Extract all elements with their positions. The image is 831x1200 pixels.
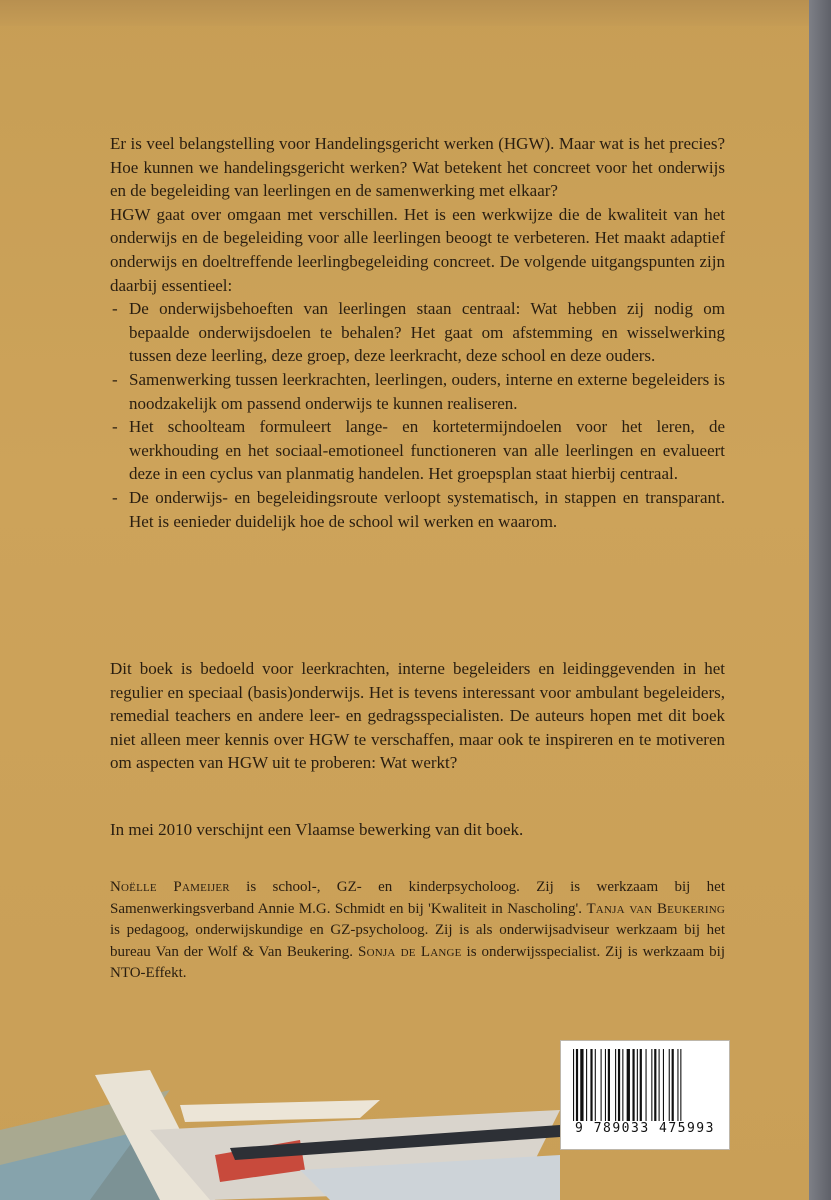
intro-paragraph-2: HGW gaat over omgaan met verschillen. Het is een werkwijze die de kwaliteit van het onderwijs en de begeleiding voor alle leerlingen beoogt te verbeteren. Het maakt adaptief onderwijs en doeltreffende leerlingbegeleiding concreet. De volgende uitgangspunten zijn daarbij essentieel: — [110, 204, 725, 295]
author-name: Tanja van Beukering — [586, 900, 725, 917]
barcode-bar — [590, 1049, 592, 1121]
barcode-bar — [576, 1049, 578, 1121]
author-name: Noëlle Pameijer — [110, 879, 230, 895]
barcode-bar — [627, 1049, 630, 1121]
barcode-bar — [646, 1049, 647, 1121]
barcode-bar — [601, 1049, 602, 1121]
barcode-bars — [571, 1049, 721, 1121]
author-bio: is onderwijsspecialist. Zij is werkzaam bij NTO-Effekt. — [110, 943, 726, 981]
author-bios — [110, 877, 725, 985]
barcode-bar — [663, 1049, 664, 1121]
flemish-edition-note: In mei 2010 verschijnt een Vlaamse bewerking van dit boek. — [110, 820, 524, 839]
barcode-bar — [677, 1049, 678, 1121]
principles-list — [110, 297, 725, 533]
barcode-bar — [672, 1049, 674, 1121]
barcode-bar — [651, 1049, 652, 1121]
barcode-bar — [586, 1049, 587, 1121]
barcode-bar — [632, 1049, 634, 1121]
barcode-bar — [659, 1049, 660, 1121]
principle-item: - De onderwijs- en begeleidingsroute verloopt systematisch, in stappen en transparant. Het is eenieder duidelijk hoe de school wil werken en waarom. — [110, 486, 725, 533]
abstract-cover-artwork — [0, 1070, 560, 1200]
barcode-bar — [618, 1049, 620, 1121]
barcode-bar — [595, 1049, 596, 1121]
barcode-bar — [615, 1049, 616, 1121]
barcode-bar — [680, 1049, 681, 1121]
intro-paragraph-1: Er is veel belangstelling voor Handelingsgericht werken (HGW). Maar wat is het precies? Hoe kunnen we handelingsgericht werken? Wat betekent het concreet voor het onderwijs en de begeleiding van leerlingen en de samenwerking met elkaar? — [110, 134, 725, 201]
barcode-bar — [640, 1049, 642, 1121]
isbn-barcode — [560, 1040, 730, 1150]
barcode-bar — [605, 1049, 606, 1121]
barcode-bar — [669, 1049, 670, 1121]
isbn-digits: 9 789033 475993 — [575, 1121, 715, 1136]
intro-section — [110, 132, 725, 533]
principle-item: - De onderwijsbehoeften van leerlingen staan centraal: Wat hebben zij nodig om bepaalde onderwijsdoelen te behalen? Het gaat om afstemming en wisselwerking tussen deze leerling, deze groep, deze leerkracht, deze school en deze ouders. — [110, 297, 725, 368]
audience-paragraph: Dit boek is bedoeld voor leerkrachten, interne begeleiders en leidinggevenden in het regulier en speciaal (basis)onderwijs. Het is tevens interessant voor ambulant begeleiders, remedial teachers en andere leer- en gedragsspecialisten. De auteurs hopen met dit boek niet alleen meer kennis over HGW te verschaffen, maar ook te inspireren en te motiveren om aspecten van HGW uit te proberen: Wat werkt? — [110, 659, 725, 773]
barcode-bar — [580, 1049, 583, 1121]
barcode-bar — [637, 1049, 638, 1121]
author-name: Sonja de Lange — [358, 943, 462, 960]
author-bio: is pedagoog, onderwijskundige en GZ-psycholoog. Zij is als onderwijsadviseur werkzaam bij het bureau Van der Wolf & Van Beukering. — [110, 922, 725, 960]
author-bio: is school-, GZ- en kinderpsycholoog. Zij is werkzaam bij het Samenwerkingsverband Annie M.G. Schmidt en bij 'Kwaliteit in Nascholing'. — [110, 879, 725, 917]
principle-item: - Het schoolteam formuleert lange- en kortetermijndoelen voor het leren, de werkhouding en het sociaal-emotioneel functioneren van alle leerlingen en evalueert deze in een cyclus van planmatig handelen. Het groepsplan staat hierbij centraal. — [110, 415, 725, 486]
barcode-bar — [622, 1049, 623, 1121]
barcode-bar — [573, 1049, 574, 1121]
barcode-bar — [654, 1049, 656, 1121]
book-page-edge — [809, 0, 831, 1200]
principle-item: - Samenwerking tussen leerkrachten, leerlingen, ouders, interne en externe begeleiders is noodzakelijk om passend onderwijs te kunnen realiseren. — [110, 368, 725, 415]
barcode-bar — [608, 1049, 610, 1121]
cover-top-edge — [0, 0, 831, 26]
